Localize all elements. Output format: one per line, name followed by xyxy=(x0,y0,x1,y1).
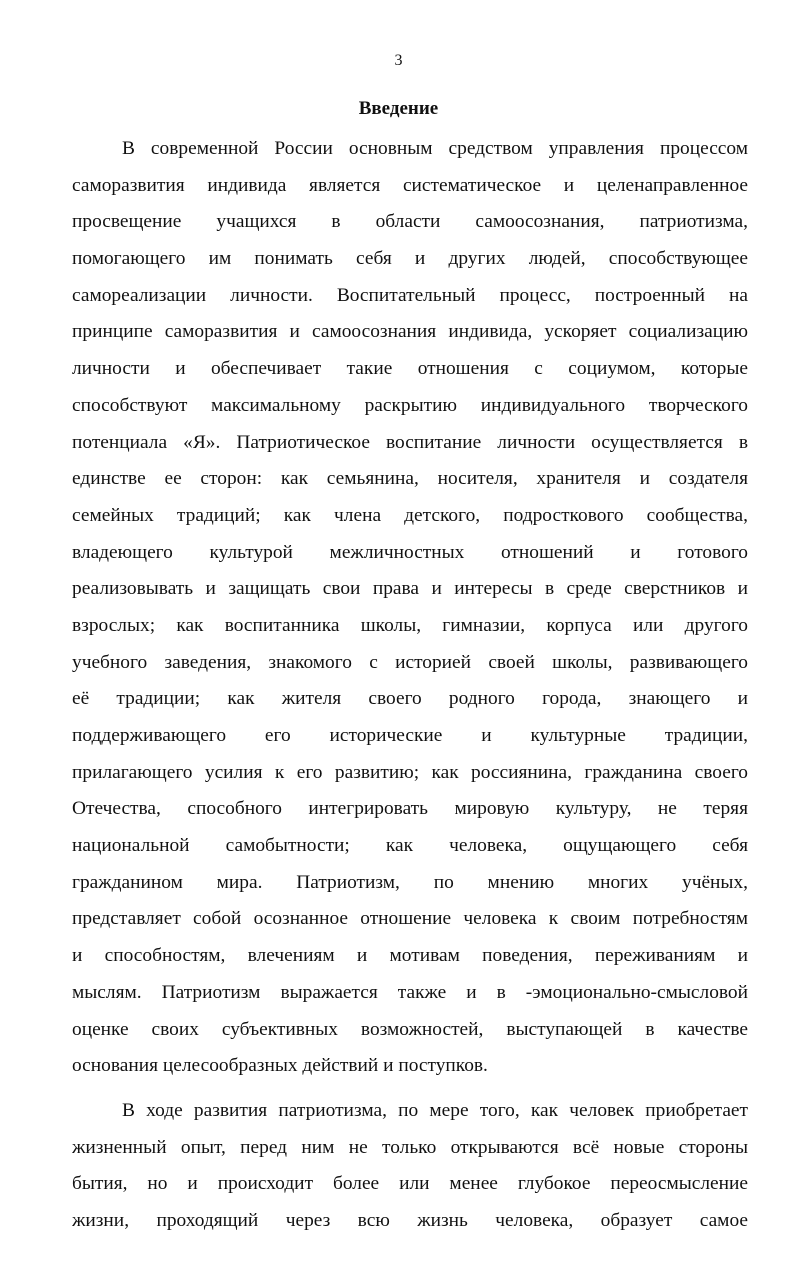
text-line: самореализации личности. Воспитательный процесс, построенный на xyxy=(72,284,748,306)
text-line: поддерживающего его исторические и культурные традиции, xyxy=(72,725,748,746)
text-line: взрослых; как воспитанника школы, гимназии, корпуса или другого xyxy=(72,614,748,636)
text-line: бытия, но и происходит более или менее глубокое переосмысление xyxy=(72,1173,748,1195)
text-line: прилагающего усилия к его развитию; как россиянина, гражданина своего xyxy=(72,761,748,783)
section-title: Введение xyxy=(358,98,439,119)
paragraph-2 xyxy=(72,1093,748,1240)
text-line: принципе саморазвития и самоосознания индивида, ускоряет социализацию xyxy=(72,321,748,343)
text-line: жизненный опыт, перед ним не только открываются всё новые стороны xyxy=(72,1136,748,1158)
text-line: просвещение учащихся в области самоосознания, патриотизма, xyxy=(72,211,748,233)
text-line: оценке своих субъективных возможностей, выступающей в качестве xyxy=(72,1018,748,1040)
text-line: В ходе развития патриотизма, по мере того, как человек приобретает xyxy=(122,1100,748,1121)
text-line: представляет собой осознанное отношение человека к своим потребностям xyxy=(72,908,748,930)
text-line: мыслям. Патриотизм выражается также и в -эмоционально-смысловой xyxy=(72,981,748,1003)
text-line: владеющего культурой межличностных отношений и готового xyxy=(72,541,748,563)
text-line: способствуют максимальному раскрытию индивидуального творческого xyxy=(72,394,748,416)
text-line: гражданином мира. Патриотизм, по мнению многих учёных, xyxy=(72,871,748,893)
text-line: жизни, проходящий через всю жизнь человека, образует самое xyxy=(72,1210,748,1232)
page-number: 3 xyxy=(394,52,403,69)
text-line: саморазвития индивида является систематическое и целенаправленное xyxy=(72,174,748,196)
text-line: и способностям, влечениям и мотивам поведения, переживаниям и xyxy=(72,945,748,967)
text-line: помогающего им понимать себя и других людей, способствующее xyxy=(72,248,748,270)
text-line: основания целесообразных действий и поступков. xyxy=(72,1055,488,1077)
text-line: Отечества, способного интегрировать мировую культуру, не теряя xyxy=(72,798,748,820)
text-line: её традиции; как жителя своего родного города, знающего и xyxy=(72,688,748,710)
text-line: семейных традиций; как члена детского, подросткового сообщества, xyxy=(72,504,748,526)
paragraph-1 xyxy=(72,131,748,1085)
text-line: личности и обеспечивает такие отношения с социумом, которые xyxy=(72,358,748,380)
text-line: учебного заведения, знакомого с историей своей школы, развивающего xyxy=(72,651,748,673)
text-line: реализовывать и защищать свои права и интересы в среде сверстников и xyxy=(72,578,748,600)
text-line: потенциала «Я». Патриотическое воспитание личности осуществляется в xyxy=(72,431,748,453)
text-line: единстве ее сторон: как семьянина, носителя, хранителя и создателя xyxy=(72,468,748,490)
text-line: В современной России основным средством управления процессом xyxy=(122,138,748,159)
text-line: национальной самобытности; как человека, ощущающего себя xyxy=(72,835,748,857)
